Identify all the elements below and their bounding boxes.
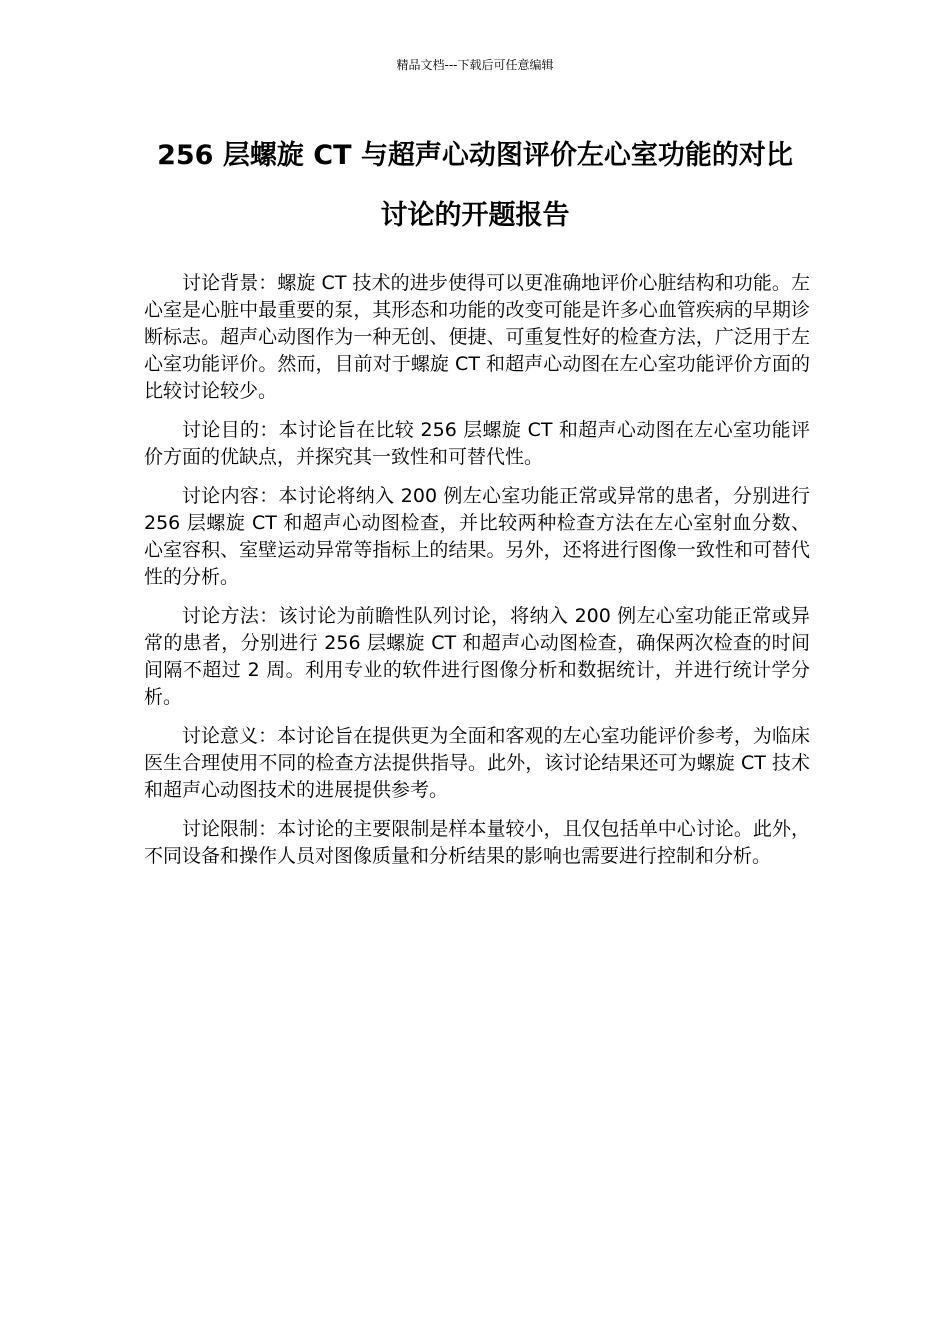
document-body	[144, 270, 810, 882]
paragraph-method: 讨论方法：该讨论为前瞻性队列讨论，将纳入 200 例左心室功能正常或异常的患者，分别进行 256 层螺旋 CT 和超声心动图检查，确保两次检查的时间间隔不超过 2 周。利用专业的软件进行图像分析和数据统计，并进行统计学分析。	[144, 605, 810, 708]
paragraph-significance: 讨论意义：本讨论旨在提供更为全面和客观的左心室功能评价参考，为临床医生合理使用不同的检查方法提供指导。此外，该讨论结果还可为螺旋 CT 技术和超声心动图技术的进展提供参考。	[144, 725, 810, 801]
header-note: 精品文档---下载后可任意编辑	[396, 58, 554, 72]
paragraph-purpose: 讨论目的：本讨论旨在比较 256 层螺旋 CT 和超声心动图在左心室功能评价方面的优缺点，并探究其一致性和可替代性。	[144, 419, 810, 468]
document-title	[120, 126, 830, 246]
paragraph-background: 讨论背景：螺旋 CT 技术的进步使得可以更准确地评价心脏结构和功能。左心室是心脏中最重要的泵，其形态和功能的改变可能是许多心血管疾病的早期诊断标志。超声心动图作为一种无创、便捷、可重复性好的检查方法，广泛用于左心室功能评价。然而，目前对于螺旋 CT 和超声心动图在左心室功能评价方面的比较讨论较少。	[144, 272, 810, 402]
title-line-2: 讨论的开题报告	[380, 200, 570, 231]
paragraph-content: 讨论内容：本讨论将纳入 200 例左心室功能正常或异常的患者，分别进行 256 层螺旋 CT 和超声心动图检查，并比较两种检查方法在左心室射血分数、心室容积、室壁运动异常等指标上的结果。另外，还将进行图像一致性和可替代性的分析。	[144, 485, 810, 588]
title-line-1: 256 层螺旋 CT 与超声心动图评价左心室功能的对比	[157, 140, 793, 171]
paragraph-limitations: 讨论限制：本讨论的主要限制是样本量较小，且仅包括单中心讨论。此外，不同设备和操作人员对图像质量和分析结果的影响也需要进行控制和分析。	[144, 818, 810, 867]
